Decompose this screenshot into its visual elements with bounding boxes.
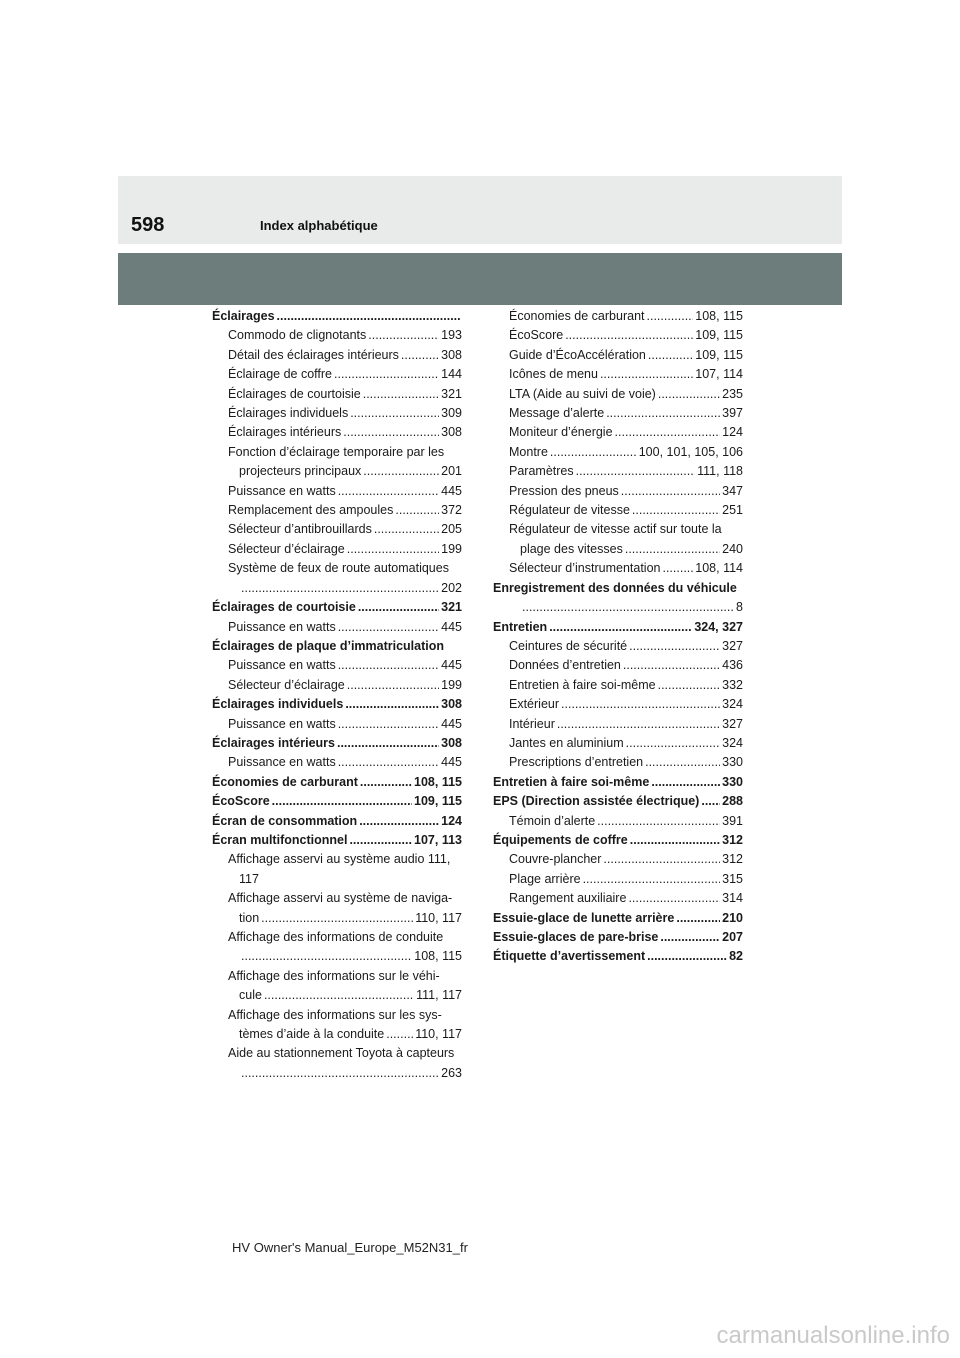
index-entry: [212, 715, 462, 734]
entry-text: Extérieur: [509, 697, 560, 712]
entry-text: cule: [239, 988, 262, 1003]
section-banner: [118, 253, 842, 305]
dot-leader: [261, 909, 413, 928]
index-entry: [493, 501, 743, 520]
index-entry: [212, 540, 462, 559]
entry-text: ÉcoScore: [509, 328, 564, 343]
entry-text: Enregistrement des données du véhicule: [493, 580, 737, 595]
page-ref: 372: [441, 503, 462, 518]
entry-text: Fonction d’éclairage temporaire par les: [228, 444, 445, 459]
entry-text: tion: [239, 910, 260, 925]
dot-leader: [615, 423, 721, 442]
index-entry: [212, 656, 462, 675]
index-entry: [493, 831, 743, 850]
entry-text: Détail des éclairages intérieurs: [228, 347, 399, 362]
page-ref: 144: [441, 367, 462, 382]
entry-text: Témoin d’alerte: [509, 813, 596, 828]
dot-leader: [401, 346, 439, 365]
page-ref: 108, 114: [695, 561, 743, 576]
index-entry: [493, 365, 743, 384]
dot-leader: [338, 618, 439, 637]
entry-text: Données d’entretien: [509, 658, 621, 673]
index-entry: [212, 1025, 462, 1044]
dot-leader: [701, 792, 720, 811]
page-ref: 193: [441, 328, 462, 343]
dot-leader: [600, 365, 693, 384]
dot-leader: [338, 482, 439, 501]
dot-leader: [350, 404, 439, 423]
index-column-right: [493, 307, 743, 967]
index-entry: [212, 1006, 462, 1025]
index-entry: [212, 695, 462, 714]
index-entry: [212, 501, 462, 520]
page-ref: 445: [441, 755, 462, 770]
entry-text: Montre: [509, 444, 548, 459]
entry-text: Éclairages individuels: [228, 406, 349, 421]
index-entry: [493, 753, 743, 772]
entry-text: Éclairages individuels: [212, 697, 344, 712]
page-ref: 107, 114: [695, 367, 743, 382]
page-ref: 445: [441, 658, 462, 673]
index-entry: [493, 889, 743, 908]
entry-text: Remplacement des ampoules: [228, 503, 394, 518]
entry-text: Prescriptions d’entretien: [509, 755, 644, 770]
entry-text: Éclairages intérieurs: [228, 425, 342, 440]
index-entry: [212, 346, 462, 365]
entry-text: Éclairages de plaque d’immatriculation: [212, 638, 445, 653]
entry-text: Équipements de coffre: [493, 832, 628, 847]
page-ref: 124: [441, 813, 462, 828]
page-ref: 108, 115: [695, 309, 743, 323]
dot-leader: [360, 773, 412, 792]
index-entry: [212, 947, 462, 966]
footer: [0, 1240, 960, 1255]
index-entry: [493, 404, 743, 423]
index-entry: [493, 540, 743, 559]
page-ref: 263: [441, 1065, 462, 1080]
entry-text: Écran multifonctionnel: [212, 832, 348, 847]
index-entry: [493, 307, 743, 326]
index-entry: [212, 1064, 462, 1083]
entry-text: Affichage des informations de conduite: [228, 930, 444, 944]
page-ref: 445: [441, 716, 462, 731]
entry-text: ÉcoScore: [212, 794, 270, 809]
index-entry: [212, 831, 462, 850]
dot-leader: [368, 326, 439, 345]
dot-leader: [277, 307, 460, 326]
page-ref: 308: [441, 735, 462, 750]
index-entry: [493, 812, 743, 831]
dot-leader: [662, 559, 693, 578]
index-entry: [493, 520, 743, 539]
page-number: 598: [131, 214, 165, 236]
dot-leader: [522, 598, 734, 617]
page-ref: 124: [722, 425, 743, 440]
entry-text: Message d’alerte: [509, 406, 605, 421]
entry-text: Éclairage de coffre: [228, 367, 332, 382]
entry-text: tèmes d’aide à la conduite: [239, 1027, 385, 1042]
page-ref: 445: [441, 483, 462, 498]
index-entry: [212, 462, 462, 481]
index-entry: [212, 850, 462, 869]
entry-text: Éclairages intérieurs: [212, 735, 335, 750]
dot-leader: [623, 656, 720, 675]
index-entry: [493, 947, 743, 966]
index-entry: [212, 734, 462, 753]
dot-leader: [338, 753, 439, 772]
index-entry: [212, 579, 462, 598]
index-entry: [212, 307, 462, 326]
watermark: carmanualsonline.info: [716, 1322, 950, 1349]
page-ref: 445: [441, 619, 462, 634]
dot-leader: [557, 715, 720, 734]
dot-leader: [347, 676, 439, 695]
index-entry: [493, 385, 743, 404]
index-entry: [212, 385, 462, 404]
entry-text: Éclairages de courtoisie: [228, 386, 361, 401]
index-entry: [493, 598, 743, 617]
entry-text: Affichage des informations sur les sys-: [228, 1007, 442, 1022]
dot-leader: [337, 734, 439, 753]
index-entry: [493, 326, 743, 345]
page-ref: 391: [722, 813, 743, 828]
index-entry: [212, 870, 462, 889]
page-ref: 109, 115: [414, 794, 462, 809]
index-entry: [493, 850, 743, 869]
dot-leader: [359, 812, 439, 831]
index-entry: [212, 967, 462, 986]
entry-text: 117: [239, 871, 259, 886]
entry-text: Puissance en watts: [228, 619, 336, 634]
dot-leader: [606, 404, 720, 423]
dot-leader: [363, 462, 439, 481]
entry-text: Entretien à faire soi-même: [509, 677, 656, 692]
entry-text: Étiquette d’avertissement: [493, 949, 646, 964]
dot-leader: [576, 462, 696, 481]
dot-leader: [358, 598, 439, 617]
dot-leader: [651, 773, 720, 792]
page-ref: 8: [736, 600, 743, 615]
page-ref: 82: [729, 949, 743, 964]
entry-text: Éclairages: [212, 309, 275, 323]
entry-text: Économies de carburant: [212, 774, 358, 789]
dot-leader: [386, 1025, 413, 1044]
index-entry: [493, 618, 743, 637]
index-entry: [212, 637, 462, 656]
index-entry: [493, 870, 743, 889]
page-ref: 308: [441, 425, 462, 440]
index-entry: [212, 423, 462, 442]
entry-text: Écran de consommation: [212, 813, 358, 828]
dot-leader: [603, 850, 720, 869]
index-entry: [212, 598, 462, 617]
index-entry: [212, 909, 462, 928]
index-entry: [212, 326, 462, 345]
entry-text: Commodo de clignotants: [228, 328, 367, 343]
entry-text: Régulateur de vitesse actif sur toute la: [509, 522, 722, 537]
dot-leader: [374, 520, 439, 539]
entry-text: Système de feux de route automatiques: [228, 561, 449, 576]
index-entry: [212, 928, 462, 947]
index-entry: [493, 715, 743, 734]
page-ref: 235: [722, 386, 743, 401]
index-column-left: [212, 307, 462, 1083]
entry-text: Jantes en aluminium: [509, 735, 624, 750]
page-ref: 199: [441, 677, 462, 692]
index-entry: [212, 773, 462, 792]
page-ref: 314: [722, 891, 743, 906]
section-title: Index alphabétique: [260, 218, 378, 233]
index-entry: [493, 928, 743, 947]
dot-leader: [549, 618, 692, 637]
entry-text: Pression des pneus: [509, 483, 619, 498]
index-entry: [493, 482, 743, 501]
entry-text: Guide d’ÉcoAccélération: [509, 347, 646, 362]
dot-leader: [349, 831, 412, 850]
entry-text: Régulateur de vitesse: [509, 503, 630, 518]
page-ref: 330: [722, 755, 743, 770]
dot-leader: [338, 656, 439, 675]
dot-leader: [272, 792, 412, 811]
page-ref: 308: [441, 347, 462, 362]
page-ref: 321: [441, 600, 462, 615]
page-ref: 210: [722, 910, 743, 925]
dot-leader: [241, 579, 439, 598]
page-ref: 436: [722, 658, 743, 673]
dot-leader: [625, 540, 720, 559]
entry-text: Icônes de menu: [509, 367, 598, 382]
entry-text: Éclairages de courtoisie: [212, 600, 356, 615]
index-entry: [212, 559, 462, 578]
index-entry: [212, 365, 462, 384]
index-entry: [212, 792, 462, 811]
page-ref: 288: [722, 794, 743, 809]
entry-text: Puissance en watts: [228, 483, 336, 498]
page-ref: 201: [441, 464, 462, 479]
page-ref: 111, 117: [416, 988, 462, 1003]
index-entry: [212, 1044, 462, 1063]
page-ref: 312: [722, 832, 743, 847]
dot-leader: [583, 870, 721, 889]
entry-text: Entretien à faire soi-même: [493, 774, 650, 789]
page-ref: 108, 115: [414, 949, 462, 964]
entry-text: Paramètres: [509, 464, 574, 479]
dot-leader: [658, 385, 720, 404]
dot-leader: [630, 831, 720, 850]
entry-text: Sélecteur d’instrumentation: [509, 561, 661, 576]
dot-leader: [241, 947, 412, 966]
dot-leader: [647, 307, 694, 326]
dot-leader: [626, 734, 720, 753]
page-ref: 324: [722, 735, 743, 750]
dot-leader: [658, 676, 721, 695]
index-entry: [493, 579, 743, 598]
index-entry: [493, 792, 743, 811]
page-ref: 100, 101, 105, 106: [638, 444, 743, 459]
dot-leader: [345, 695, 439, 714]
entry-text: Essuie-glace de lunette arrière: [493, 910, 675, 925]
index-entry: [212, 482, 462, 501]
index-entry: [493, 423, 743, 442]
index-entry: [493, 773, 743, 792]
index-entry: [493, 909, 743, 928]
page-ref: 251: [722, 503, 743, 518]
entry-text: Sélecteur d’éclairage: [228, 541, 345, 556]
page-ref: 110, 117: [415, 1027, 462, 1042]
page-ref: 397: [722, 406, 743, 421]
entry-text: Plage arrière: [509, 871, 581, 886]
dot-leader: [347, 540, 439, 559]
entry-text: Rangement auxiliaire: [509, 891, 627, 906]
dot-leader: [363, 385, 439, 404]
page-ref: 327: [722, 716, 743, 731]
index-entry: [212, 404, 462, 423]
entry-text: Puissance en watts: [228, 755, 336, 770]
index-entry: [212, 986, 462, 1005]
page-ref: 202: [441, 580, 462, 595]
dot-leader: [241, 1064, 439, 1083]
page-ref: 308: [441, 697, 462, 712]
dot-leader: [632, 501, 720, 520]
index-entry: [493, 695, 743, 714]
dot-leader: [676, 909, 720, 928]
entry-text: Essuie-glaces de pare-brise: [493, 930, 659, 944]
index-entry: [493, 443, 743, 462]
entry-text: plage des vitesses: [520, 541, 623, 556]
page-ref: 207: [722, 930, 743, 944]
dot-leader: [395, 501, 439, 520]
page-ref: 240: [722, 541, 743, 556]
page-ref: 327: [722, 638, 743, 653]
dot-leader: [334, 365, 439, 384]
index-entry: [212, 443, 462, 462]
page-ref: 107, 113: [414, 832, 462, 847]
entry-text: Économies de carburant: [509, 309, 645, 323]
index-entry: [493, 559, 743, 578]
dot-leader: [343, 423, 439, 442]
page-ref: 205: [441, 522, 462, 537]
entry-text: Moniteur d’énergie: [509, 425, 613, 440]
dot-leader: [550, 443, 637, 462]
footer-text: HV Owner's Manual_Europe_M52N31_fr: [232, 1240, 468, 1255]
page-ref: 109, 115: [695, 328, 743, 343]
entry-text: EPS (Direction assistée électrique): [493, 794, 700, 809]
index-entry: [493, 346, 743, 365]
dot-leader: [660, 928, 720, 947]
index-entry: [212, 889, 462, 908]
page-ref: 309: [441, 406, 462, 421]
entry-text: Entretien: [493, 619, 548, 634]
index-entry: [493, 462, 743, 481]
index-entry: [493, 734, 743, 753]
page-ref: 108, 115: [414, 774, 462, 789]
index-entry: [212, 618, 462, 637]
entry-text: Sélecteur d’éclairage: [228, 677, 345, 692]
entry-text: Puissance en watts: [228, 658, 336, 673]
page-ref: 324: [722, 697, 743, 712]
index-entry: [212, 520, 462, 539]
dot-leader: [597, 812, 720, 831]
dot-leader: [338, 715, 439, 734]
dot-leader: [648, 346, 693, 365]
page-ref: 347: [722, 483, 743, 498]
entry-text: Puissance en watts: [228, 716, 336, 731]
entry-text: Sélecteur d’antibrouillards: [228, 522, 372, 537]
header-band: [118, 176, 842, 244]
dot-leader: [629, 637, 720, 656]
page-ref: 330: [722, 774, 743, 789]
entry-text: Affichage asservi au système audio 111,: [228, 852, 451, 867]
entry-text: Couvre-plancher: [509, 852, 602, 867]
dot-leader: [647, 947, 727, 966]
page-ref: 110, 117: [415, 910, 462, 925]
index-entry: [212, 812, 462, 831]
page-ref: 111, 118: [697, 464, 743, 479]
entry-text: Intérieur: [509, 716, 555, 731]
index-entry: [493, 676, 743, 695]
index-entry: [493, 656, 743, 675]
entry-text: Ceintures de sécurité: [509, 638, 628, 653]
dot-leader: [264, 986, 414, 1005]
page-ref: 321: [441, 386, 462, 401]
dot-leader: [621, 482, 720, 501]
entry-text: Affichage des informations sur le véhi-: [228, 968, 440, 983]
dot-leader: [565, 326, 693, 345]
page-ref: 199: [441, 541, 462, 556]
page-ref: 332: [722, 677, 743, 692]
index-entry: [493, 637, 743, 656]
dot-leader: [645, 753, 720, 772]
index-entry: [212, 753, 462, 772]
dot-leader: [628, 889, 720, 908]
page-ref: 312: [722, 852, 743, 867]
page-ref: 109, 115: [695, 347, 743, 362]
entry-text: LTA (Aide au suivi de voie): [509, 386, 656, 401]
dot-leader: [561, 695, 720, 714]
page-ref: 324, 327: [694, 619, 743, 634]
entry-text: Aide au stationnement Toyota à capteurs: [228, 1046, 455, 1061]
page-ref: 315: [722, 871, 743, 886]
entry-text: Affichage asservi au système de naviga-: [228, 891, 453, 906]
entry-text: projecteurs principaux: [239, 464, 362, 479]
index-entry: [212, 676, 462, 695]
